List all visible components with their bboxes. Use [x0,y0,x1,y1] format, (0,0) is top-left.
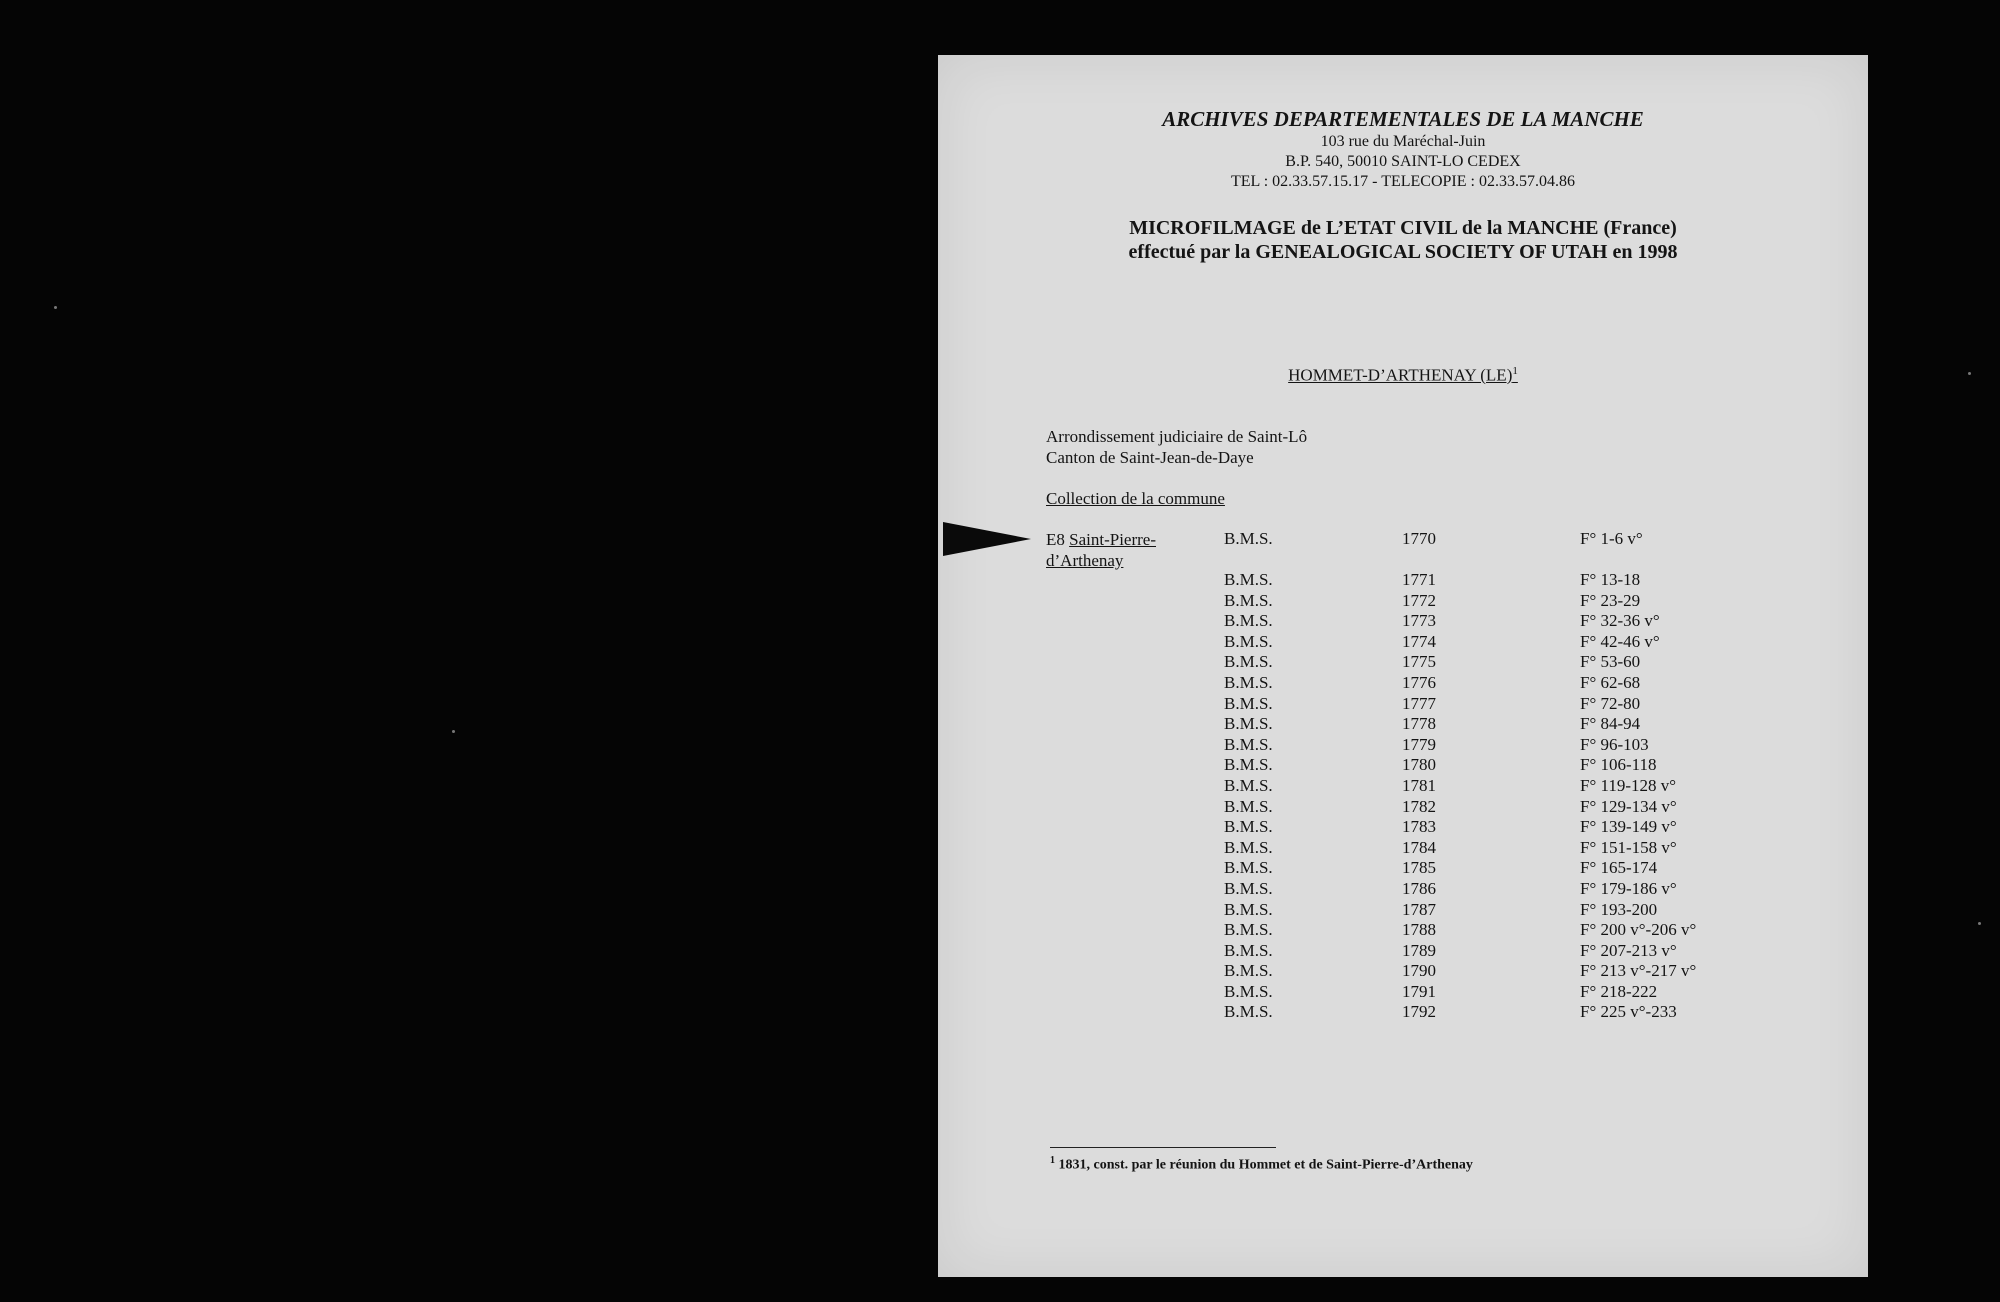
record-type: B.M.S. [1224,940,1273,960]
record-folio: F° 42-46 v° [1580,631,1660,651]
collection-heading: Collection de la commune [1046,489,1225,508]
film-speck [452,730,455,733]
record-year: 1774 [1402,631,1436,651]
record-type: B.M.S. [1224,529,1273,548]
record-folio: F° 218-222 [1580,981,1658,1001]
record-year: 1771 [1402,570,1436,589]
table-row [938,673,1868,694]
record-type: B.M.S. [1224,570,1273,589]
table-row [938,941,1868,962]
film-speck [1968,372,1971,375]
parish-name-line2: d’Arthenay [1046,551,1124,570]
document-page [938,55,1868,1277]
record-year: 1784 [1402,837,1436,857]
record-type: B.M.S. [1224,755,1273,775]
record-year: 1788 [1402,920,1436,940]
record-type: B.M.S. [1224,652,1273,672]
commune-label: HOMMET-D’ARTHENAY (LE) [1288,365,1513,385]
record-folio: F° 53-60 [1580,652,1641,672]
record-year: 1787 [1402,899,1436,919]
table-row [938,817,1868,838]
institution-phone: TEL : 02.33.57.15.17 - TELECOPIE : 02.33.57.04.86 [1231,173,1575,190]
record-type: B.M.S. [1224,1002,1273,1022]
table-row [938,632,1868,653]
footnote-ref: 1 [1512,365,1518,377]
table-row [938,838,1868,859]
film-speck [54,306,57,309]
table-row [938,652,1868,673]
record-folio: F° 72-80 [1580,693,1641,713]
record-type: B.M.S. [1224,672,1273,692]
record-folio: F° 1-6 v° [1580,529,1643,548]
record-year: 1785 [1402,858,1436,878]
record-type: B.M.S. [1224,631,1273,651]
table-row [938,1002,1868,1023]
record-folio: F° 23-29 [1580,590,1641,610]
table-row [938,776,1868,797]
table-row [938,982,1868,1003]
table-row [938,529,1868,570]
table-row [938,611,1868,632]
record-type: B.M.S. [1224,899,1273,919]
record-type: B.M.S. [1224,775,1273,795]
record-folio: F° 139-149 v° [1580,817,1677,837]
record-year: 1781 [1402,775,1436,795]
record-type: B.M.S. [1224,611,1273,631]
footnote [1050,1155,1473,1174]
parish-name-line1: Saint-Pierre- [1069,530,1156,549]
institution-postal: B.P. 540, 50010 SAINT-LO CEDEX [1285,153,1521,170]
record-year: 1783 [1402,817,1436,837]
arrondissement: Arrondissement judiciaire de Saint-Lô [1046,427,1308,446]
record-folio: F° 62-68 [1580,672,1641,692]
record-type: B.M.S. [1224,858,1273,878]
table-row [938,858,1868,879]
record-year: 1791 [1402,981,1436,1001]
record-type: B.M.S. [1224,734,1273,754]
record-folio: F° 200 v°-206 v° [1580,920,1697,940]
register-code: E8 [1046,530,1065,549]
table-row [938,900,1868,921]
record-folio: F° 179-186 v° [1580,878,1677,898]
institution-name: ARCHIVES DEPARTEMENTALES DE LA MANCHE [1162,107,1644,131]
record-folio: F° 13-18 [1580,570,1641,589]
table-row [938,570,1868,591]
footnote-text: 1831, const. par le réunion du Hommet et de Saint-Pierre-d’Arthenay [1058,1157,1473,1173]
record-year: 1790 [1402,961,1436,981]
table-row [938,961,1868,982]
film-pointer-marker [943,522,1031,556]
record-folio: F° 32-36 v° [1580,611,1660,631]
record-year: 1779 [1402,734,1436,754]
register-table [938,529,1868,1023]
record-type: B.M.S. [1224,981,1273,1001]
record-folio: F° 225 v°-233 [1580,1002,1677,1022]
record-year: 1773 [1402,611,1436,631]
record-type: B.M.S. [1224,878,1273,898]
record-year: 1776 [1402,672,1436,692]
record-type: B.M.S. [1224,590,1273,610]
table-row [938,694,1868,715]
record-folio: F° 129-134 v° [1580,796,1677,816]
record-folio: F° 84-94 [1580,714,1641,734]
document-title-line2: effectué par la GENEALOGICAL SOCIETY OF UTAH en 1998 [1128,241,1678,263]
record-type: B.M.S. [1224,693,1273,713]
table-row [938,797,1868,818]
record-type: B.M.S. [1224,796,1273,816]
footnote-divider [1050,1147,1276,1148]
record-type: B.M.S. [1224,714,1273,734]
record-type: B.M.S. [1224,920,1273,940]
record-year: 1786 [1402,878,1436,898]
record-year: 1770 [1402,529,1436,548]
record-year: 1775 [1402,652,1436,672]
record-folio: F° 119-128 v° [1580,775,1677,795]
record-folio: F° 165-174 [1580,858,1658,878]
record-type: B.M.S. [1224,837,1273,857]
record-year: 1772 [1402,590,1436,610]
table-row [938,879,1868,900]
record-type: B.M.S. [1224,817,1273,837]
record-year: 1789 [1402,940,1436,960]
record-year: 1778 [1402,714,1436,734]
table-row [938,920,1868,941]
institution-address: 103 rue du Maréchal-Juin [1320,133,1486,150]
table-row [938,714,1868,735]
document-title-line1: MICROFILMAGE de L’ETAT CIVIL de la MANCHE (France) [1129,217,1677,239]
record-folio: F° 106-118 [1580,755,1657,775]
table-row [938,735,1868,756]
canton: Canton de Saint-Jean-de-Daye [1046,448,1254,467]
record-type: B.M.S. [1224,961,1273,981]
record-folio: F° 193-200 [1580,899,1658,919]
record-year: 1782 [1402,796,1436,816]
table-row [938,755,1868,776]
record-year: 1777 [1402,693,1436,713]
table-row [938,591,1868,612]
record-folio: F° 207-213 v° [1580,940,1677,960]
commune-name [1268,365,1538,386]
film-speck [1978,922,1981,925]
record-folio: F° 151-158 v° [1580,837,1677,857]
record-folio: F° 213 v°-217 v° [1580,961,1697,981]
record-year: 1792 [1402,1002,1436,1022]
record-folio: F° 96-103 [1580,734,1649,754]
record-year: 1780 [1402,755,1436,775]
footnote-mark: 1 [1050,1155,1055,1166]
